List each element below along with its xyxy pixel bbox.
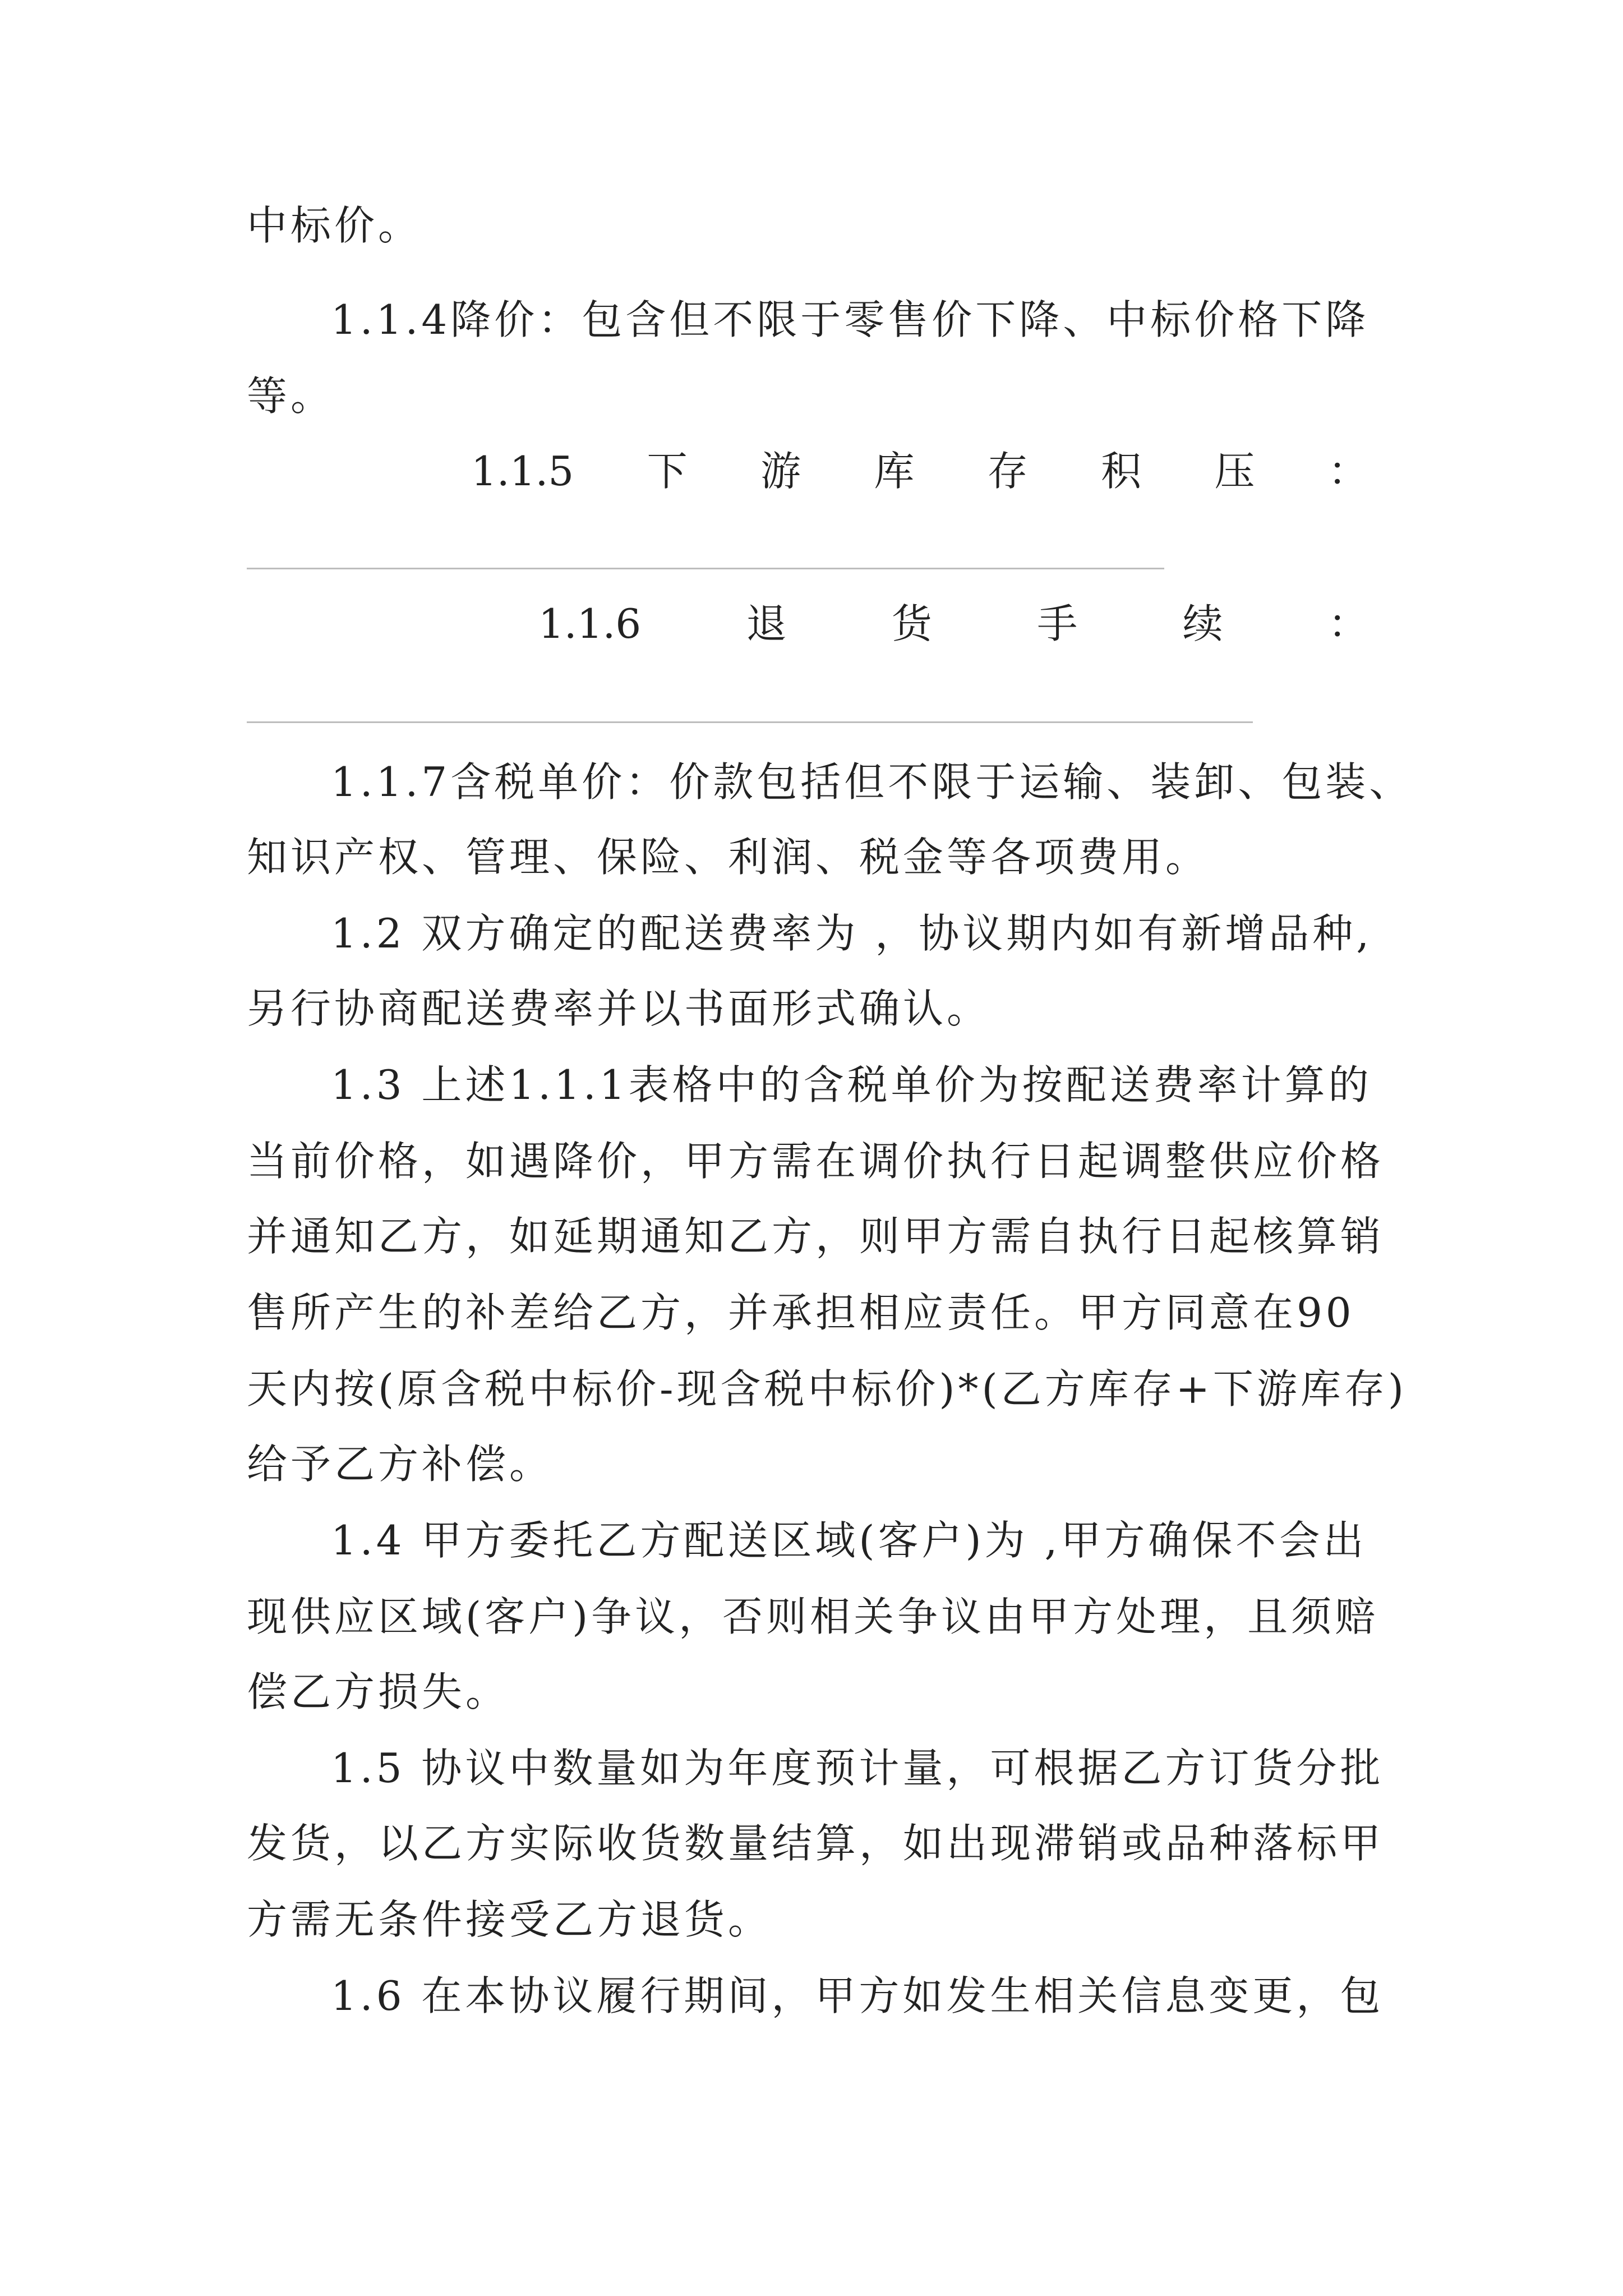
text-line-continuation: 中标价。 [247, 202, 422, 249]
clause-1-1-5 [471, 443, 1368, 499]
clause-char: 货 [891, 600, 932, 647]
text-line-continuation: 售所产生的补差给乙方，并承担相应责任。甲方同意在90 [247, 1289, 1355, 1336]
text-line-continuation: 等。 [247, 372, 335, 420]
clause-1-3: 1.3 上述1.1.1表格中的含税单价为按配送费率计算的 [331, 1061, 1372, 1108]
text-line-continuation: 给予乙方补偿。 [247, 1441, 554, 1488]
clause-char: 积 [1101, 448, 1142, 495]
clause-char: ： [1327, 448, 1368, 495]
clause-1-1-4: 1.1.4降价：包含但不限于零售价下降、中标价格下降 [331, 296, 1370, 343]
clause-1-4: 1.4 甲方委托乙方配送区域(客户)为 ,甲方确保不会出 [331, 1517, 1367, 1564]
clause-number: 1.1.6 [538, 600, 642, 647]
clause-char: 手 [1037, 600, 1078, 647]
clause-1-5: 1.5 协议中数量如为年度预计量，可根据乙方订货分批 [331, 1745, 1384, 1792]
text-line-continuation: 当前价格，如遇降价，甲方需在调价执行日起调整供应价格 [247, 1138, 1385, 1185]
clause-1-1-7: 1.1.7含税单价：价款包括但不限于运输、装卸、包装、 [331, 758, 1413, 806]
clause-1-1-6 [538, 596, 1368, 652]
text-line-continuation: 天内按(原含税中标价-现含税中标价)*(乙方库存+下游库存) [247, 1365, 1408, 1412]
text-line-continuation: 发货，以乙方实际收货数量结算，如出现滞销或品种落标甲 [247, 1820, 1385, 1867]
text-line-continuation: 现供应区域(客户)争议，否则相关争议由甲方处理，且须赔 [247, 1593, 1379, 1640]
text-line-continuation: 偿乙方损失。 [247, 1668, 510, 1715]
clause-1-2: 1.2 双方确定的配送费率为 ，协议期内如有新增品种, [331, 910, 1373, 957]
clause-char: 压 [1214, 448, 1255, 495]
clause-number: 1.1.5 [471, 448, 574, 495]
blank-fill-line [247, 721, 1253, 723]
text-line-continuation: 方需无条件接受乙方退货。 [247, 1896, 772, 1943]
clause-char: 库 [874, 448, 915, 495]
text-line-continuation: 并通知乙方，如延期通知乙方，则甲方需自执行日起核算销 [247, 1213, 1385, 1260]
text-line-continuation: 另行协商配送费率并以书面形式确认。 [247, 985, 991, 1032]
clause-char: 游 [760, 448, 801, 495]
text-line-continuation: 知识产权、管理、保险、利润、税金等各项费用。 [247, 834, 1210, 881]
clause-char: ： [1327, 600, 1368, 647]
blank-fill-line [247, 568, 1164, 569]
clause-char: 存 [987, 448, 1028, 495]
clause-char: 续 [1182, 600, 1223, 647]
clause-1-6: 1.6 在本协议履行期间，甲方如发生相关信息变更，包 [331, 1972, 1384, 2019]
clause-char: 下 [647, 448, 688, 495]
clause-char: 退 [746, 600, 787, 647]
